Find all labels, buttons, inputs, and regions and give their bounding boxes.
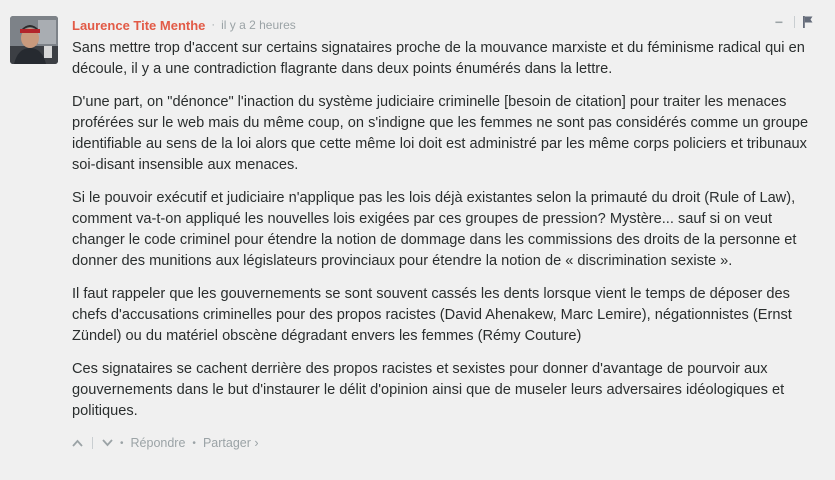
flag-icon: [803, 16, 813, 28]
comment-paragraph: D'une part, on "dénonce" l'inaction du système judiciaire criminelle [besoin de citation] pour traiter les menaces proférées sur le web mais du même coup, on s'indigne que les femmes ne sont pas considérés comme un groupe identifiable au sens de la loi alors que cette même loi doit est administré par les même corps policiers et tribunaux soi-disant insensible aux menaces.: [72, 94, 809, 173]
controls-divider: [794, 16, 795, 28]
collapse-button[interactable]: −: [774, 14, 784, 30]
comment-paragraph: Il faut rappeler que les gouvernements se sont souvent cassés les dents lorsque vient le temps de déposer des chefs d'accusations criminelles pour des propos racistes (David Ahenakew, Marc Lemire), négationnistes (Ernst Zündel) ou du matériel obscène dégradant envers les femmes (Rémy Couture): [72, 286, 792, 344]
footer-separator: •: [120, 437, 124, 449]
downvote-button[interactable]: [102, 439, 113, 447]
comment-body: [72, 38, 812, 434]
upvote-button[interactable]: [72, 439, 83, 447]
timestamp[interactable]: il y a 2 heures: [221, 18, 296, 32]
comment-paragraph: Sans mettre trop d'accent sur certains signataires proche de la mouvance marxiste et du féminisme radical qui en découle, il y a une contradiction flagrante dans deux points énumérés dans la lettre.: [72, 40, 805, 77]
avatar-image: [10, 16, 58, 64]
chevron-up-icon: [72, 439, 83, 447]
share-link[interactable]: Partager ›: [202, 436, 259, 450]
header-separator: ·: [211, 19, 216, 31]
avatar[interactable]: [10, 16, 58, 64]
comment-paragraph: Si le pouvoir exécutif et judiciaire n'applique pas les lois déjà existantes selon la primauté du droit (Rule of Law), comment va-t-on appliqué les nouvelles lois exigées par ces groupes de pression? Mystère... sauf si on veut changer le code criminel pour étendre la notion de dommage dans les commissions des droits de la personne et donner des munitions aux législateurs provinciaux pour étendre la notion de « discrimination sexiste ».: [72, 190, 797, 269]
comment-footer: [72, 435, 259, 451]
comment-controls: [772, 14, 813, 30]
reply-link[interactable]: Répondre: [130, 436, 186, 450]
comment-paragraph: Ces signataires se cachent derrière des propos racistes et sexistes pour donner d'avantage de pourvoir aux gouvernements dans le but d'instaurer le délit d'opinion ainsi que de museler leurs adversaires idéologiques et politiques.: [72, 361, 785, 419]
footer-separator: •: [192, 437, 196, 449]
flag-button[interactable]: [803, 16, 813, 28]
vote-divider: [92, 437, 93, 449]
author-name[interactable]: Laurence Tite Menthe: [72, 17, 206, 33]
chevron-down-icon: [102, 439, 113, 447]
comment-header: [72, 16, 296, 34]
